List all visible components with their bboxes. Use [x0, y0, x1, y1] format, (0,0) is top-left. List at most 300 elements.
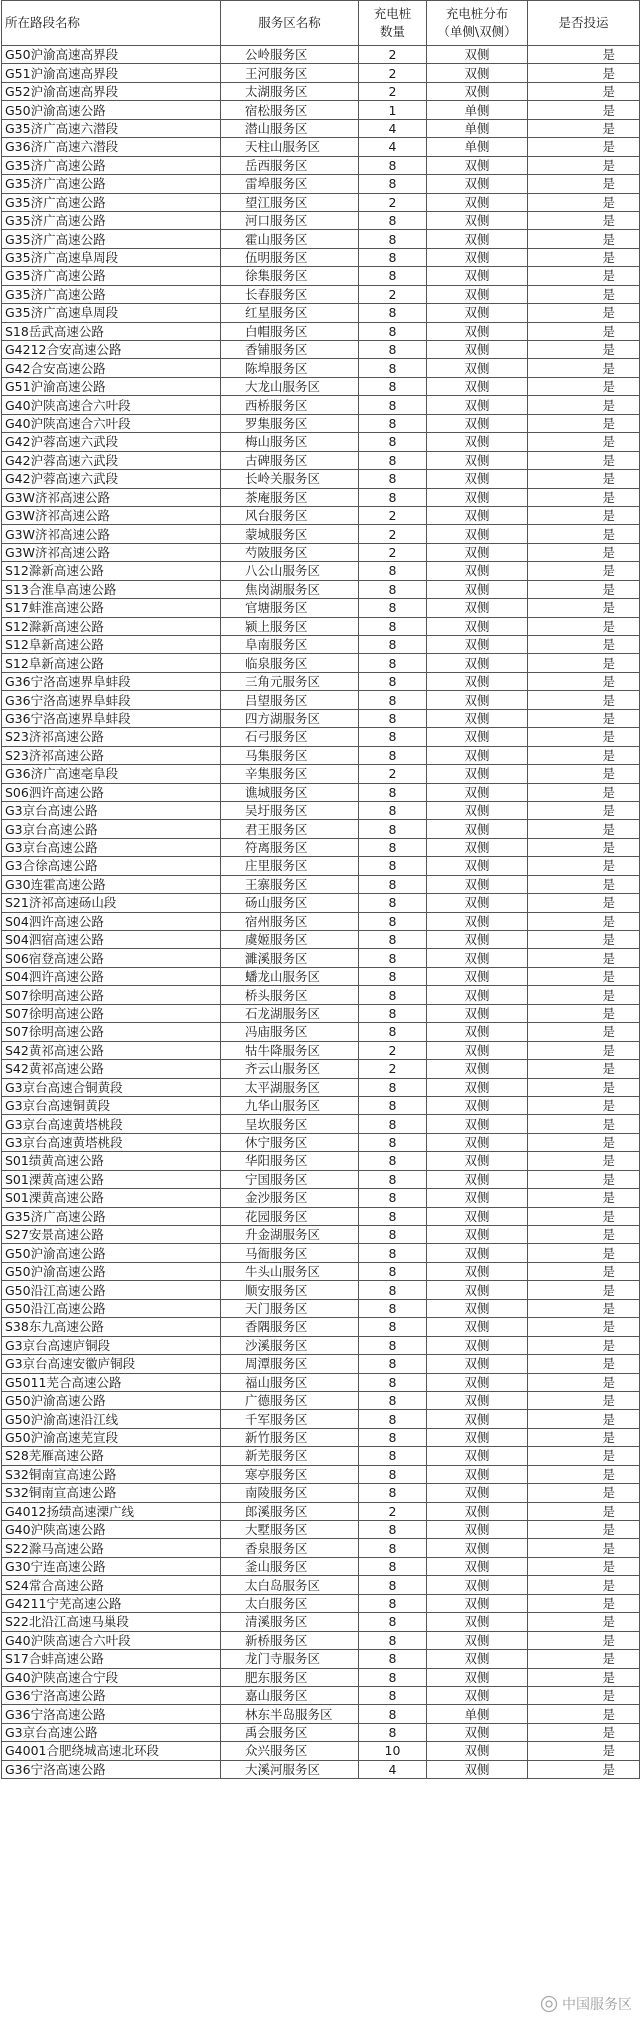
cell-service-area: 河口服务区 — [221, 211, 359, 229]
table-row — [2, 341, 640, 359]
cell-in-operation: 是 — [528, 285, 640, 303]
cell-in-operation: 是 — [528, 451, 640, 469]
cell-pile-distribution: 双侧 — [427, 1096, 528, 1114]
cell-pile-count: 8 — [359, 1410, 427, 1428]
cell-pile-count: 2 — [359, 82, 427, 100]
cell-pile-distribution: 双侧 — [427, 1207, 528, 1225]
table-row — [2, 1465, 640, 1483]
cell-road-section: G3京台高速公路 — [2, 838, 221, 856]
cell-pile-count: 8 — [359, 451, 427, 469]
cell-road-section: S23济祁高速公路 — [2, 746, 221, 764]
cell-in-operation: 是 — [528, 1336, 640, 1354]
cell-service-area: 罗集服务区 — [221, 414, 359, 432]
cell-pile-count: 8 — [359, 931, 427, 949]
cell-in-operation: 是 — [528, 377, 640, 395]
cell-service-area: 清溪服务区 — [221, 1613, 359, 1631]
cell-pile-distribution: 双侧 — [427, 451, 528, 469]
cell-pile-distribution: 双侧 — [427, 1152, 528, 1170]
table-row — [2, 857, 640, 875]
cell-service-area: 长岭关服务区 — [221, 470, 359, 488]
cell-service-area: 宿松服务区 — [221, 101, 359, 119]
cell-service-area: 郎溪服务区 — [221, 1502, 359, 1520]
table-row — [2, 211, 640, 229]
cell-road-section: S06宿登高速公路 — [2, 949, 221, 967]
table-row — [2, 470, 640, 488]
cell-service-area: 颍上服务区 — [221, 617, 359, 635]
table-row — [2, 1631, 640, 1649]
cell-service-area: 天柱山服务区 — [221, 138, 359, 156]
cell-road-section: G3合徐高速公路 — [2, 857, 221, 875]
table-row — [2, 1133, 640, 1151]
table-row — [2, 1004, 640, 1022]
cell-pile-distribution: 双侧 — [427, 82, 528, 100]
cell-pile-count: 8 — [359, 838, 427, 856]
cell-service-area: 谯城服务区 — [221, 783, 359, 801]
cell-service-area: 四方湖服务区 — [221, 709, 359, 727]
table-row — [2, 1244, 640, 1262]
cell-pile-count: 2 — [359, 64, 427, 82]
cell-pile-count: 8 — [359, 1023, 427, 1041]
cell-pile-distribution: 双侧 — [427, 912, 528, 930]
cell-pile-count: 4 — [359, 138, 427, 156]
cell-road-section: G40沪陕高速公路 — [2, 1521, 221, 1539]
cell-pile-distribution: 双侧 — [427, 506, 528, 524]
cell-in-operation: 是 — [528, 820, 640, 838]
cell-in-operation: 是 — [528, 1557, 640, 1575]
cell-in-operation: 是 — [528, 506, 640, 524]
cell-pile-count: 8 — [359, 396, 427, 414]
cell-pile-distribution: 双侧 — [427, 580, 528, 598]
cell-road-section: G51沪渝高速公路 — [2, 377, 221, 395]
cell-road-section: S04泗许高速公路 — [2, 912, 221, 930]
cell-pile-distribution: 双侧 — [427, 1336, 528, 1354]
table-row — [2, 1557, 640, 1575]
cell-road-section: G40沪陕高速合六叶段 — [2, 1631, 221, 1649]
cell-in-operation: 是 — [528, 64, 640, 82]
cell-pile-count: 8 — [359, 1115, 427, 1133]
cell-pile-distribution: 双侧 — [427, 1170, 528, 1188]
cell-in-operation: 是 — [528, 672, 640, 690]
table-row — [2, 1078, 640, 1096]
cell-service-area: 南陵服务区 — [221, 1484, 359, 1502]
table-row — [2, 1705, 640, 1723]
table-row — [2, 728, 640, 746]
cell-road-section: G50沿江高速公路 — [2, 1299, 221, 1317]
table-row — [2, 1613, 640, 1631]
cell-road-section: G30宁连高速公路 — [2, 1557, 221, 1575]
cell-pile-distribution: 双侧 — [427, 156, 528, 174]
cell-pile-count: 8 — [359, 1631, 427, 1649]
cell-road-section: S07徐明高速公路 — [2, 1004, 221, 1022]
cell-in-operation: 是 — [528, 1576, 640, 1594]
table-row — [2, 691, 640, 709]
cell-pile-count: 2 — [359, 1502, 427, 1520]
cell-service-area: 辛集服务区 — [221, 765, 359, 783]
cell-pile-distribution: 双侧 — [427, 248, 528, 266]
cell-pile-distribution: 双侧 — [427, 1355, 528, 1373]
table-row — [2, 525, 640, 543]
cell-pile-distribution: 双侧 — [427, 931, 528, 949]
cell-service-area: 太湖服务区 — [221, 82, 359, 100]
cell-pile-count: 8 — [359, 1226, 427, 1244]
cell-pile-distribution: 双侧 — [427, 838, 528, 856]
cell-in-operation: 是 — [528, 341, 640, 359]
cell-in-operation: 是 — [528, 765, 640, 783]
cell-service-area: 芍陂服务区 — [221, 543, 359, 561]
cell-road-section: G3W济祁高速公路 — [2, 525, 221, 543]
cell-pile-distribution: 双侧 — [427, 1465, 528, 1483]
table-row — [2, 1447, 640, 1465]
cell-road-section: G50沪渝高速沿江线 — [2, 1410, 221, 1428]
table-row — [2, 1484, 640, 1502]
cell-pile-distribution: 双侧 — [427, 1447, 528, 1465]
cell-pile-distribution: 双侧 — [427, 1594, 528, 1612]
cell-road-section: S38东九高速公路 — [2, 1318, 221, 1336]
cell-service-area: 红星服务区 — [221, 304, 359, 322]
cell-in-operation: 是 — [528, 838, 640, 856]
cell-pile-count: 2 — [359, 193, 427, 211]
cell-pile-distribution: 双侧 — [427, 1281, 528, 1299]
cell-road-section: G36宁洛高速界阜蚌段 — [2, 672, 221, 690]
cell-pile-distribution: 双侧 — [427, 1521, 528, 1539]
cell-service-area: 金沙服务区 — [221, 1189, 359, 1207]
cell-service-area: 牛头山服务区 — [221, 1262, 359, 1280]
cell-pile-distribution: 单侧 — [427, 101, 528, 119]
cell-service-area: 宁国服务区 — [221, 1170, 359, 1188]
cell-service-area: 庄里服务区 — [221, 857, 359, 875]
cell-service-area: 寒亭服务区 — [221, 1465, 359, 1483]
cell-pile-count: 8 — [359, 949, 427, 967]
cell-pile-distribution: 双侧 — [427, 1742, 528, 1760]
cell-service-area: 大溪河服务区 — [221, 1760, 359, 1778]
cell-in-operation: 是 — [528, 1502, 640, 1520]
cell-road-section: S24常合高速公路 — [2, 1576, 221, 1594]
cell-pile-count: 8 — [359, 470, 427, 488]
cell-in-operation: 是 — [528, 1668, 640, 1686]
cell-road-section: G3京台高速合铜黄段 — [2, 1078, 221, 1096]
table-row — [2, 1373, 640, 1391]
table-row — [2, 599, 640, 617]
cell-in-operation: 是 — [528, 709, 640, 727]
cell-pile-count: 8 — [359, 1428, 427, 1446]
cell-pile-distribution: 双侧 — [427, 1723, 528, 1741]
cell-pile-count: 8 — [359, 1336, 427, 1354]
cell-road-section: S01溧黄高速公路 — [2, 1189, 221, 1207]
cell-pile-distribution: 双侧 — [427, 1760, 528, 1778]
cell-in-operation: 是 — [528, 1226, 640, 1244]
table-row — [2, 986, 640, 1004]
cell-road-section: G42沪蓉高速六武段 — [2, 433, 221, 451]
table-row — [2, 359, 640, 377]
cell-pile-count: 8 — [359, 875, 427, 893]
cell-pile-count: 8 — [359, 912, 427, 930]
cell-pile-distribution: 双侧 — [427, 230, 528, 248]
table-row — [2, 1299, 640, 1317]
cell-in-operation: 是 — [528, 1484, 640, 1502]
table-row — [2, 820, 640, 838]
cell-road-section: G36宁洛高速界阜蚌段 — [2, 691, 221, 709]
cell-in-operation: 是 — [528, 1133, 640, 1151]
cell-in-operation: 是 — [528, 156, 640, 174]
cell-pile-count: 8 — [359, 1096, 427, 1114]
cell-pile-count: 8 — [359, 1613, 427, 1631]
table-row — [2, 304, 640, 322]
cell-in-operation: 是 — [528, 1318, 640, 1336]
cell-in-operation: 是 — [528, 1299, 640, 1317]
table-row — [2, 1650, 640, 1668]
cell-in-operation: 是 — [528, 1723, 640, 1741]
cell-in-operation: 是 — [528, 728, 640, 746]
cell-in-operation: 是 — [528, 1391, 640, 1409]
cell-in-operation: 是 — [528, 1041, 640, 1059]
cell-pile-distribution: 双侧 — [427, 1078, 528, 1096]
table-row — [2, 949, 640, 967]
cell-in-operation: 是 — [528, 470, 640, 488]
cell-pile-count: 8 — [359, 672, 427, 690]
cell-pile-distribution: 双侧 — [427, 894, 528, 912]
table-row — [2, 1539, 640, 1557]
table-row — [2, 967, 640, 985]
cell-pile-distribution: 双侧 — [427, 1428, 528, 1446]
cell-pile-distribution: 双侧 — [427, 322, 528, 340]
cell-pile-count: 8 — [359, 1705, 427, 1723]
cell-in-operation: 是 — [528, 1705, 640, 1723]
cell-in-operation: 是 — [528, 1078, 640, 1096]
cell-pile-distribution: 双侧 — [427, 709, 528, 727]
cell-road-section: S04泗宿高速公路 — [2, 931, 221, 949]
table-row — [2, 101, 640, 119]
cell-pile-distribution: 双侧 — [427, 691, 528, 709]
cell-in-operation: 是 — [528, 1115, 640, 1133]
cell-in-operation: 是 — [528, 931, 640, 949]
cell-service-area: 顺安服务区 — [221, 1281, 359, 1299]
cell-in-operation: 是 — [528, 525, 640, 543]
table-row — [2, 580, 640, 598]
cell-pile-distribution: 双侧 — [427, 1244, 528, 1262]
cell-road-section: S07徐明高速公路 — [2, 1023, 221, 1041]
cell-in-operation: 是 — [528, 1631, 640, 1649]
cell-in-operation: 是 — [528, 1189, 640, 1207]
cell-in-operation: 是 — [528, 562, 640, 580]
cell-service-area: 呈坎服务区 — [221, 1115, 359, 1133]
cell-service-area: 焦岗湖服务区 — [221, 580, 359, 598]
table-row — [2, 1521, 640, 1539]
cell-in-operation: 是 — [528, 875, 640, 893]
cell-in-operation: 是 — [528, 1207, 640, 1225]
wechat-channel-icon — [540, 1995, 558, 2013]
cell-in-operation: 是 — [528, 267, 640, 285]
cell-service-area: 华阳服务区 — [221, 1152, 359, 1170]
cell-pile-distribution: 单侧 — [427, 1705, 528, 1723]
table-row — [2, 1742, 640, 1760]
cell-service-area: 徐集服务区 — [221, 267, 359, 285]
table-row — [2, 1686, 640, 1704]
table-row — [2, 156, 640, 174]
cell-road-section: S42黄祁高速公路 — [2, 1060, 221, 1078]
cell-pile-count: 8 — [359, 1373, 427, 1391]
cell-in-operation: 是 — [528, 967, 640, 985]
table-row — [2, 636, 640, 654]
cell-road-section: G40沪陕高速合六叶段 — [2, 414, 221, 432]
cell-service-area: 马集服务区 — [221, 746, 359, 764]
cell-road-section: G36济广高速六潜段 — [2, 138, 221, 156]
cell-service-area: 陈埠服务区 — [221, 359, 359, 377]
table-row — [2, 1023, 640, 1041]
cell-road-section: G36宁洛高速公路 — [2, 1705, 221, 1723]
cell-road-section: G5011芜合高速公路 — [2, 1373, 221, 1391]
cell-service-area: 新芜服务区 — [221, 1447, 359, 1465]
cell-service-area: 冯庙服务区 — [221, 1023, 359, 1041]
cell-pile-count: 8 — [359, 1244, 427, 1262]
cell-pile-count: 8 — [359, 1170, 427, 1188]
cell-in-operation: 是 — [528, 857, 640, 875]
cell-road-section: G35济广高速公路 — [2, 230, 221, 248]
cell-pile-distribution: 双侧 — [427, 285, 528, 303]
cell-road-section: S22滁马高速公路 — [2, 1539, 221, 1557]
cell-pile-count: 8 — [359, 986, 427, 1004]
table-row — [2, 377, 640, 395]
cell-pile-distribution: 双侧 — [427, 1686, 528, 1704]
table-row — [2, 1189, 640, 1207]
cell-pile-count: 8 — [359, 1521, 427, 1539]
cell-pile-distribution: 双侧 — [427, 377, 528, 395]
table-row — [2, 1391, 640, 1409]
cell-in-operation: 是 — [528, 1281, 640, 1299]
charging-pile-table — [1, 0, 640, 1779]
cell-service-area: 齐云山服务区 — [221, 1060, 359, 1078]
cell-in-operation: 是 — [528, 691, 640, 709]
cell-road-section: G50沪渝高速公路 — [2, 101, 221, 119]
cell-pile-distribution: 双侧 — [427, 1041, 528, 1059]
cell-pile-count: 8 — [359, 414, 427, 432]
cell-service-area: 花园服务区 — [221, 1207, 359, 1225]
cell-service-area: 蒙城服务区 — [221, 525, 359, 543]
table-row — [2, 838, 640, 856]
table-row — [2, 672, 640, 690]
cell-pile-count: 2 — [359, 506, 427, 524]
cell-road-section: G4012扬绩高速溧广线 — [2, 1502, 221, 1520]
cell-road-section: G35济广高速公路 — [2, 211, 221, 229]
table-row — [2, 1152, 640, 1170]
cell-service-area: 风台服务区 — [221, 506, 359, 524]
cell-pile-distribution: 双侧 — [427, 820, 528, 838]
cell-service-area: 阜南服务区 — [221, 636, 359, 654]
cell-road-section: S12滁新高速公路 — [2, 617, 221, 635]
cell-in-operation: 是 — [528, 322, 640, 340]
cell-in-operation: 是 — [528, 304, 640, 322]
cell-in-operation: 是 — [528, 746, 640, 764]
table-row — [2, 322, 640, 340]
cell-road-section: S42黄祁高速公路 — [2, 1041, 221, 1059]
cell-road-section: G35济广高速阜周段 — [2, 304, 221, 322]
table-row — [2, 912, 640, 930]
cell-road-section: G52沪渝高速高界段 — [2, 82, 221, 100]
table-row — [2, 765, 640, 783]
cell-service-area: 公岭服务区 — [221, 46, 359, 64]
cell-road-section: S21济祁高速砀山段 — [2, 894, 221, 912]
cell-road-section: G4212合安高速公路 — [2, 341, 221, 359]
cell-in-operation: 是 — [528, 599, 640, 617]
cell-service-area: 桥头服务区 — [221, 986, 359, 1004]
cell-service-area: 太白岛服务区 — [221, 1576, 359, 1594]
cell-road-section: S27安景高速公路 — [2, 1226, 221, 1244]
cell-service-area: 符离服务区 — [221, 838, 359, 856]
cell-road-section: S07徐明高速公路 — [2, 986, 221, 1004]
cell-service-area: 蟠龙山服务区 — [221, 967, 359, 985]
table-row — [2, 1041, 640, 1059]
cell-in-operation: 是 — [528, 912, 640, 930]
cell-road-section: G36宁洛高速公路 — [2, 1760, 221, 1778]
cell-road-section: G42合安高速公路 — [2, 359, 221, 377]
cell-pile-distribution: 双侧 — [427, 875, 528, 893]
table-row — [2, 64, 640, 82]
cell-pile-count: 8 — [359, 746, 427, 764]
cell-service-area: 周潭服务区 — [221, 1355, 359, 1373]
table-row — [2, 175, 640, 193]
cell-road-section: S28芜雁高速公路 — [2, 1447, 221, 1465]
table-row — [2, 746, 640, 764]
cell-service-area: 长春服务区 — [221, 285, 359, 303]
cell-in-operation: 是 — [528, 211, 640, 229]
table-row — [2, 248, 640, 266]
cell-pile-distribution: 双侧 — [427, 359, 528, 377]
cell-in-operation: 是 — [528, 1465, 640, 1483]
table-row — [2, 1723, 640, 1741]
watermark-text: 中国服务区 — [562, 1997, 632, 2013]
cell-pile-count: 8 — [359, 1391, 427, 1409]
cell-service-area: 新桥服务区 — [221, 1631, 359, 1649]
cell-in-operation: 是 — [528, 894, 640, 912]
cell-pile-count: 8 — [359, 599, 427, 617]
cell-service-area: 王河服务区 — [221, 64, 359, 82]
cell-pile-count: 8 — [359, 967, 427, 985]
cell-in-operation: 是 — [528, 1244, 640, 1262]
cell-road-section: S22北沿江高速马巢段 — [2, 1613, 221, 1631]
cell-service-area: 香泉服务区 — [221, 1539, 359, 1557]
table-row — [2, 451, 640, 469]
cell-pile-distribution: 双侧 — [427, 599, 528, 617]
cell-in-operation: 是 — [528, 986, 640, 1004]
cell-road-section: G35济广高速六潜段 — [2, 119, 221, 137]
cell-road-section: S23济祁高速公路 — [2, 728, 221, 746]
cell-pile-distribution: 双侧 — [427, 1226, 528, 1244]
cell-pile-distribution: 双侧 — [427, 783, 528, 801]
cell-road-section: S06泗许高速公路 — [2, 783, 221, 801]
cell-road-section: G51沪渝高速高界段 — [2, 64, 221, 82]
cell-in-operation: 是 — [528, 119, 640, 137]
cell-in-operation: 是 — [528, 138, 640, 156]
cell-service-area: 大龙山服务区 — [221, 377, 359, 395]
table-row — [2, 506, 640, 524]
cell-pile-count: 4 — [359, 119, 427, 137]
cell-pile-count: 8 — [359, 304, 427, 322]
table-row — [2, 543, 640, 561]
cell-pile-distribution: 双侧 — [427, 1631, 528, 1649]
cell-in-operation: 是 — [528, 414, 640, 432]
table-row — [2, 1760, 640, 1778]
table-row — [2, 1318, 640, 1336]
header-in-operation: 是否投运 — [528, 1, 640, 46]
cell-in-operation: 是 — [528, 1760, 640, 1778]
cell-in-operation: 是 — [528, 783, 640, 801]
cell-road-section: G36宁洛高速公路 — [2, 1686, 221, 1704]
cell-road-section: G50沪渝高速高界段 — [2, 46, 221, 64]
cell-pile-count: 2 — [359, 543, 427, 561]
cell-pile-distribution: 双侧 — [427, 746, 528, 764]
cell-pile-distribution: 双侧 — [427, 986, 528, 1004]
table-row — [2, 1594, 640, 1612]
cell-in-operation: 是 — [528, 230, 640, 248]
